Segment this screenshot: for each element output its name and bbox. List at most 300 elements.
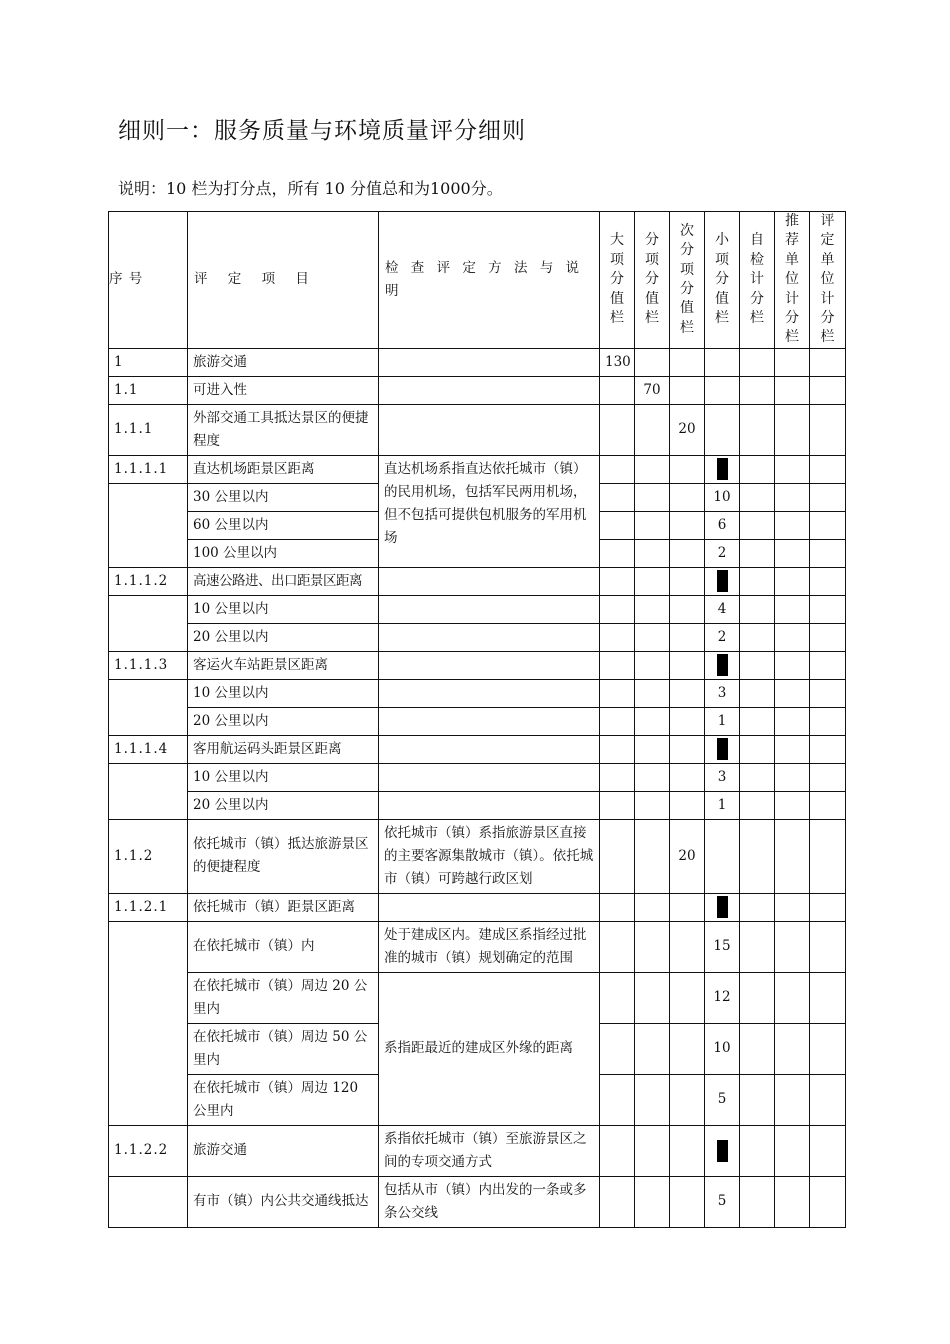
empty-cell — [635, 623, 670, 651]
empty-cell — [810, 893, 846, 921]
empty-cell — [740, 623, 775, 651]
header-second-score — [670, 212, 705, 349]
black-marker — [705, 735, 740, 763]
page-note: 说明：10 栏为打分点，所有 10 分值总和为1000分。 — [118, 179, 503, 198]
empty-cell — [670, 511, 705, 539]
empty-cell — [600, 1074, 635, 1125]
item-cell: 在依托城市（镇）内 — [188, 921, 379, 972]
empty-cell — [635, 679, 670, 707]
empty-cell — [670, 455, 705, 483]
header-sub-score — [635, 212, 670, 349]
empty-cell — [600, 921, 635, 972]
seq-cell — [109, 483, 188, 567]
empty-cell — [775, 893, 810, 921]
header-char: 荐 — [785, 232, 799, 249]
empty-cell — [379, 735, 600, 763]
empty-cell — [740, 1023, 775, 1074]
method-cell — [379, 348, 600, 376]
empty-cell — [810, 455, 846, 483]
empty-cell — [810, 567, 846, 595]
empty-cell — [670, 893, 705, 921]
small-score-cell: 1 — [705, 707, 740, 735]
header-char: 栏 — [680, 319, 694, 336]
table-row — [109, 1176, 846, 1227]
empty-cell — [670, 539, 705, 567]
empty-cell — [775, 735, 810, 763]
second-score-cell: 20 — [670, 819, 705, 893]
empty-cell — [810, 972, 846, 1023]
header-char: 值 — [645, 290, 659, 307]
header-char: 值 — [715, 290, 729, 307]
empty-cell — [740, 763, 775, 791]
empty-cell — [670, 1074, 705, 1125]
empty-cell — [670, 348, 705, 376]
seq-cell — [109, 921, 188, 1125]
header-char: 栏 — [785, 329, 799, 346]
small-score-cell: 12 — [705, 972, 740, 1023]
black-marker — [705, 567, 740, 595]
seq-cell: 1.1.1.3 — [109, 651, 188, 679]
empty-cell — [740, 483, 775, 511]
header-small-score — [705, 212, 740, 349]
header-char: 项 — [680, 261, 694, 278]
item-cell: 旅游交通 — [188, 1125, 379, 1176]
major-score-cell: 130 — [600, 348, 635, 376]
empty-cell — [635, 1074, 670, 1125]
empty-cell — [775, 623, 810, 651]
empty-cell — [705, 819, 740, 893]
empty-cell — [775, 348, 810, 376]
header-row — [109, 212, 846, 349]
header-char: 位 — [820, 271, 835, 288]
empty-cell — [600, 623, 635, 651]
item-cell: 高速公路进、出口距景区距离 — [188, 567, 379, 595]
empty-cell — [635, 483, 670, 511]
empty-cell — [705, 348, 740, 376]
table-row — [109, 921, 846, 972]
header-char: 分 — [645, 271, 659, 288]
empty-cell — [740, 511, 775, 539]
empty-cell — [810, 735, 846, 763]
table-row — [109, 679, 846, 707]
table-row — [109, 819, 846, 893]
header-char: 分 — [785, 310, 799, 327]
empty-cell — [775, 819, 810, 893]
table-row — [109, 651, 846, 679]
empty-cell — [635, 404, 670, 455]
empty-cell — [600, 376, 635, 404]
table-row — [109, 972, 846, 1023]
black-marker — [705, 893, 740, 921]
small-score-cell: 15 — [705, 921, 740, 972]
empty-cell — [670, 1125, 705, 1176]
empty-cell — [810, 921, 846, 972]
empty-cell — [740, 791, 775, 819]
empty-cell — [635, 595, 670, 623]
empty-cell — [775, 1125, 810, 1176]
empty-cell — [670, 483, 705, 511]
empty-cell — [810, 376, 846, 404]
small-score-cell: 2 — [705, 623, 740, 651]
empty-cell — [705, 404, 740, 455]
empty-cell — [670, 763, 705, 791]
empty-cell — [600, 791, 635, 819]
page-title: 细则一：服务质量与环境质量评分细则 — [118, 118, 526, 144]
header-char: 栏 — [645, 310, 659, 327]
item-cell: 外部交通工具抵达景区的便捷程度 — [188, 404, 379, 455]
empty-cell — [810, 511, 846, 539]
empty-cell — [775, 567, 810, 595]
item-cell: 20 公里以内 — [188, 623, 379, 651]
table-row — [109, 567, 846, 595]
header-char: 分 — [820, 310, 835, 327]
item-cell: 10 公里以内 — [188, 763, 379, 791]
empty-cell — [600, 893, 635, 921]
header-char: 分 — [610, 271, 624, 288]
header-char: 值 — [680, 300, 694, 317]
empty-cell — [775, 511, 810, 539]
empty-cell — [705, 376, 740, 404]
empty-cell — [775, 921, 810, 972]
item-cell: 在依托城市（镇）周边 50 公里内 — [188, 1023, 379, 1074]
item-cell: 有市（镇）内公共交通线抵达 — [188, 1176, 379, 1227]
empty-cell — [379, 763, 600, 791]
header-char: 分 — [680, 280, 694, 297]
item-cell: 10 公里以内 — [188, 679, 379, 707]
small-score-cell: 2 — [705, 539, 740, 567]
empty-cell — [810, 1023, 846, 1074]
header-assess-score — [810, 212, 846, 349]
filled-block — [717, 458, 728, 480]
small-score-cell: 10 — [705, 483, 740, 511]
empty-cell — [635, 735, 670, 763]
empty-cell — [670, 1023, 705, 1074]
black-marker — [705, 1125, 740, 1176]
method-cell: 系指距最近的建成区外缘的距离 — [379, 972, 600, 1125]
empty-cell — [775, 1023, 810, 1074]
empty-cell — [775, 972, 810, 1023]
item-cell: 20 公里以内 — [188, 791, 379, 819]
method-cell: 包括从市（镇）内出发的一条或多条公交线 — [379, 1176, 600, 1227]
empty-cell — [379, 623, 600, 651]
empty-cell — [379, 707, 600, 735]
empty-cell — [635, 1125, 670, 1176]
item-cell: 直达机场距景区距离 — [188, 455, 379, 483]
header-char: 栏 — [715, 310, 729, 327]
empty-cell — [635, 819, 670, 893]
header-char: 单 — [785, 251, 799, 268]
empty-cell — [635, 763, 670, 791]
header-item: 评 定 项 目 — [188, 212, 379, 349]
header-char: 单 — [820, 251, 835, 268]
header-char: 项 — [645, 251, 659, 268]
empty-cell — [740, 893, 775, 921]
empty-cell — [775, 679, 810, 707]
header-char: 分 — [750, 290, 764, 307]
empty-cell — [775, 404, 810, 455]
empty-cell — [670, 595, 705, 623]
header-char: 分 — [715, 271, 729, 288]
empty-cell — [379, 893, 600, 921]
empty-cell — [810, 1176, 846, 1227]
item-cell: 100 公里以内 — [188, 539, 379, 567]
seq-cell — [109, 1176, 188, 1227]
item-cell: 依托城市（镇）抵达旅游景区的便捷程度 — [188, 819, 379, 893]
empty-cell — [775, 763, 810, 791]
seq-cell: 1.1.1.4 — [109, 735, 188, 763]
header-char: 定 — [820, 232, 835, 249]
header-char: 计 — [785, 290, 799, 307]
empty-cell — [810, 1125, 846, 1176]
empty-cell — [775, 1176, 810, 1227]
empty-cell — [775, 791, 810, 819]
empty-cell — [379, 567, 600, 595]
empty-cell — [600, 972, 635, 1023]
seq-cell: 1.1.1.2 — [109, 567, 188, 595]
empty-cell — [775, 483, 810, 511]
header-char: 分 — [645, 232, 659, 249]
table-row — [109, 623, 846, 651]
empty-cell — [810, 791, 846, 819]
empty-cell — [740, 735, 775, 763]
header-char: 评 — [820, 213, 835, 229]
black-marker — [705, 651, 740, 679]
empty-cell — [600, 567, 635, 595]
table-row — [109, 404, 846, 455]
filled-block — [717, 654, 728, 676]
empty-cell — [670, 567, 705, 595]
table-row — [109, 348, 846, 376]
empty-cell — [670, 735, 705, 763]
empty-cell — [635, 511, 670, 539]
empty-cell — [670, 1176, 705, 1227]
empty-cell — [600, 1023, 635, 1074]
header-char: 栏 — [750, 310, 764, 327]
table-row — [109, 1125, 846, 1176]
small-score-cell: 3 — [705, 763, 740, 791]
seq-cell — [109, 763, 188, 819]
empty-cell — [600, 1125, 635, 1176]
item-cell: 60 公里以内 — [188, 511, 379, 539]
header-seq: 序 号 — [109, 212, 188, 349]
empty-cell — [775, 376, 810, 404]
empty-cell — [810, 679, 846, 707]
empty-cell — [635, 539, 670, 567]
table-row — [109, 791, 846, 819]
empty-cell — [635, 567, 670, 595]
empty-cell — [635, 348, 670, 376]
empty-cell — [740, 348, 775, 376]
empty-cell — [740, 595, 775, 623]
header-char: 项 — [715, 251, 729, 268]
empty-cell — [670, 623, 705, 651]
empty-cell — [775, 707, 810, 735]
empty-cell — [740, 1074, 775, 1125]
empty-cell — [635, 707, 670, 735]
seq-cell: 1 — [109, 348, 188, 376]
empty-cell — [379, 791, 600, 819]
item-cell: 旅游交通 — [188, 348, 379, 376]
empty-cell — [670, 376, 705, 404]
table-row — [109, 735, 846, 763]
method-cell: 处于建成区内。建成区系指经过批准的城市（镇）规划确定的范围 — [379, 921, 600, 972]
scoring-table — [108, 211, 846, 1228]
seq-cell: 1.1 — [109, 376, 188, 404]
seq-cell: 1.1.2.2 — [109, 1125, 188, 1176]
empty-cell — [635, 1023, 670, 1074]
empty-cell — [600, 404, 635, 455]
small-score-cell: 6 — [705, 511, 740, 539]
item-cell: 客运火车站距景区距离 — [188, 651, 379, 679]
seq-cell: 1.1.1.1 — [109, 455, 188, 483]
empty-cell — [600, 819, 635, 893]
empty-cell — [635, 921, 670, 972]
header-char: 计 — [820, 290, 835, 307]
item-cell: 10 公里以内 — [188, 595, 379, 623]
empty-cell — [740, 455, 775, 483]
empty-cell — [379, 376, 600, 404]
header-char: 小 — [715, 232, 729, 249]
empty-cell — [740, 819, 775, 893]
small-score-cell: 10 — [705, 1023, 740, 1074]
small-score-cell: 4 — [705, 595, 740, 623]
empty-cell — [740, 1125, 775, 1176]
filled-block — [717, 1140, 728, 1162]
table-row — [109, 763, 846, 791]
empty-cell — [635, 1176, 670, 1227]
empty-cell — [810, 404, 846, 455]
small-score-cell: 5 — [705, 1074, 740, 1125]
empty-cell — [600, 651, 635, 679]
item-cell: 客用航运码头距景区距离 — [188, 735, 379, 763]
empty-cell — [600, 511, 635, 539]
empty-cell — [600, 455, 635, 483]
empty-cell — [740, 1176, 775, 1227]
empty-cell — [670, 791, 705, 819]
small-score-cell: 3 — [705, 679, 740, 707]
empty-cell — [600, 763, 635, 791]
table-row — [109, 455, 846, 483]
empty-cell — [600, 735, 635, 763]
empty-cell — [379, 651, 600, 679]
empty-cell — [810, 539, 846, 567]
empty-cell — [379, 679, 600, 707]
item-cell: 20 公里以内 — [188, 707, 379, 735]
empty-cell — [810, 763, 846, 791]
small-score-cell: 5 — [705, 1176, 740, 1227]
empty-cell — [740, 539, 775, 567]
empty-cell — [775, 595, 810, 623]
header-char: 值 — [610, 290, 624, 307]
header-major-score — [600, 212, 635, 349]
header-char: 推 — [785, 213, 799, 229]
empty-cell — [810, 595, 846, 623]
header-char: 栏 — [610, 310, 624, 327]
item-cell: 30 公里以内 — [188, 483, 379, 511]
empty-cell — [379, 404, 600, 455]
empty-cell — [740, 567, 775, 595]
seq-cell — [109, 595, 188, 651]
item-cell: 在依托城市（镇）周边 20 公里内 — [188, 972, 379, 1023]
empty-cell — [740, 972, 775, 1023]
empty-cell — [600, 1176, 635, 1227]
empty-cell — [670, 707, 705, 735]
header-char: 大 — [610, 232, 624, 249]
header-char: 栏 — [820, 329, 835, 346]
empty-cell — [635, 893, 670, 921]
table-row — [109, 595, 846, 623]
filled-block — [717, 570, 728, 592]
item-cell: 在依托城市（镇）周边 120 公里内 — [188, 1074, 379, 1125]
header-method: 检 查 评 定 方 法 与 说 明 — [379, 212, 600, 349]
empty-cell — [379, 595, 600, 623]
header-recommend-score — [775, 212, 810, 349]
empty-cell — [810, 651, 846, 679]
header-char: 项 — [610, 251, 624, 268]
table-row — [109, 707, 846, 735]
empty-cell — [740, 651, 775, 679]
empty-cell — [740, 707, 775, 735]
header-char: 次 — [680, 222, 694, 239]
empty-cell — [670, 679, 705, 707]
empty-cell — [740, 404, 775, 455]
empty-cell — [600, 483, 635, 511]
empty-cell — [670, 921, 705, 972]
filled-block — [717, 738, 728, 760]
empty-cell — [775, 651, 810, 679]
empty-cell — [670, 651, 705, 679]
empty-cell — [600, 707, 635, 735]
item-cell: 可进入性 — [188, 376, 379, 404]
header-self-check — [740, 212, 775, 349]
empty-cell — [810, 707, 846, 735]
second-score-cell: 20 — [670, 404, 705, 455]
empty-cell — [635, 651, 670, 679]
small-score-cell: 1 — [705, 791, 740, 819]
method-cell: 依托城市（镇）系指旅游景区直接的主要客源集散城市（镇）。依托城市（镇）可跨越行政区划 — [379, 819, 600, 893]
seq-cell: 1.1.1 — [109, 404, 188, 455]
empty-cell — [635, 972, 670, 1023]
black-marker — [705, 455, 740, 483]
seq-cell: 1.1.2.1 — [109, 893, 188, 921]
method-cell: 系指依托城市（镇）至旅游景区之间的专项交通方式 — [379, 1125, 600, 1176]
item-cell: 依托城市（镇）距景区距离 — [188, 893, 379, 921]
empty-cell — [635, 455, 670, 483]
empty-cell — [810, 1074, 846, 1125]
empty-cell — [810, 623, 846, 651]
empty-cell — [775, 539, 810, 567]
empty-cell — [600, 679, 635, 707]
empty-cell — [670, 972, 705, 1023]
empty-cell — [635, 791, 670, 819]
empty-cell — [775, 455, 810, 483]
empty-cell — [740, 921, 775, 972]
seq-cell: 1.1.2 — [109, 819, 188, 893]
table-row — [109, 893, 846, 921]
empty-cell — [600, 539, 635, 567]
header-char: 检 — [750, 251, 764, 268]
header-char: 位 — [785, 271, 799, 288]
seq-cell — [109, 679, 188, 735]
empty-cell — [810, 348, 846, 376]
empty-cell — [810, 483, 846, 511]
empty-cell — [600, 595, 635, 623]
empty-cell — [775, 1074, 810, 1125]
header-char: 自 — [750, 232, 764, 249]
header-char: 分 — [680, 242, 694, 259]
empty-cell — [810, 819, 846, 893]
empty-cell — [740, 679, 775, 707]
